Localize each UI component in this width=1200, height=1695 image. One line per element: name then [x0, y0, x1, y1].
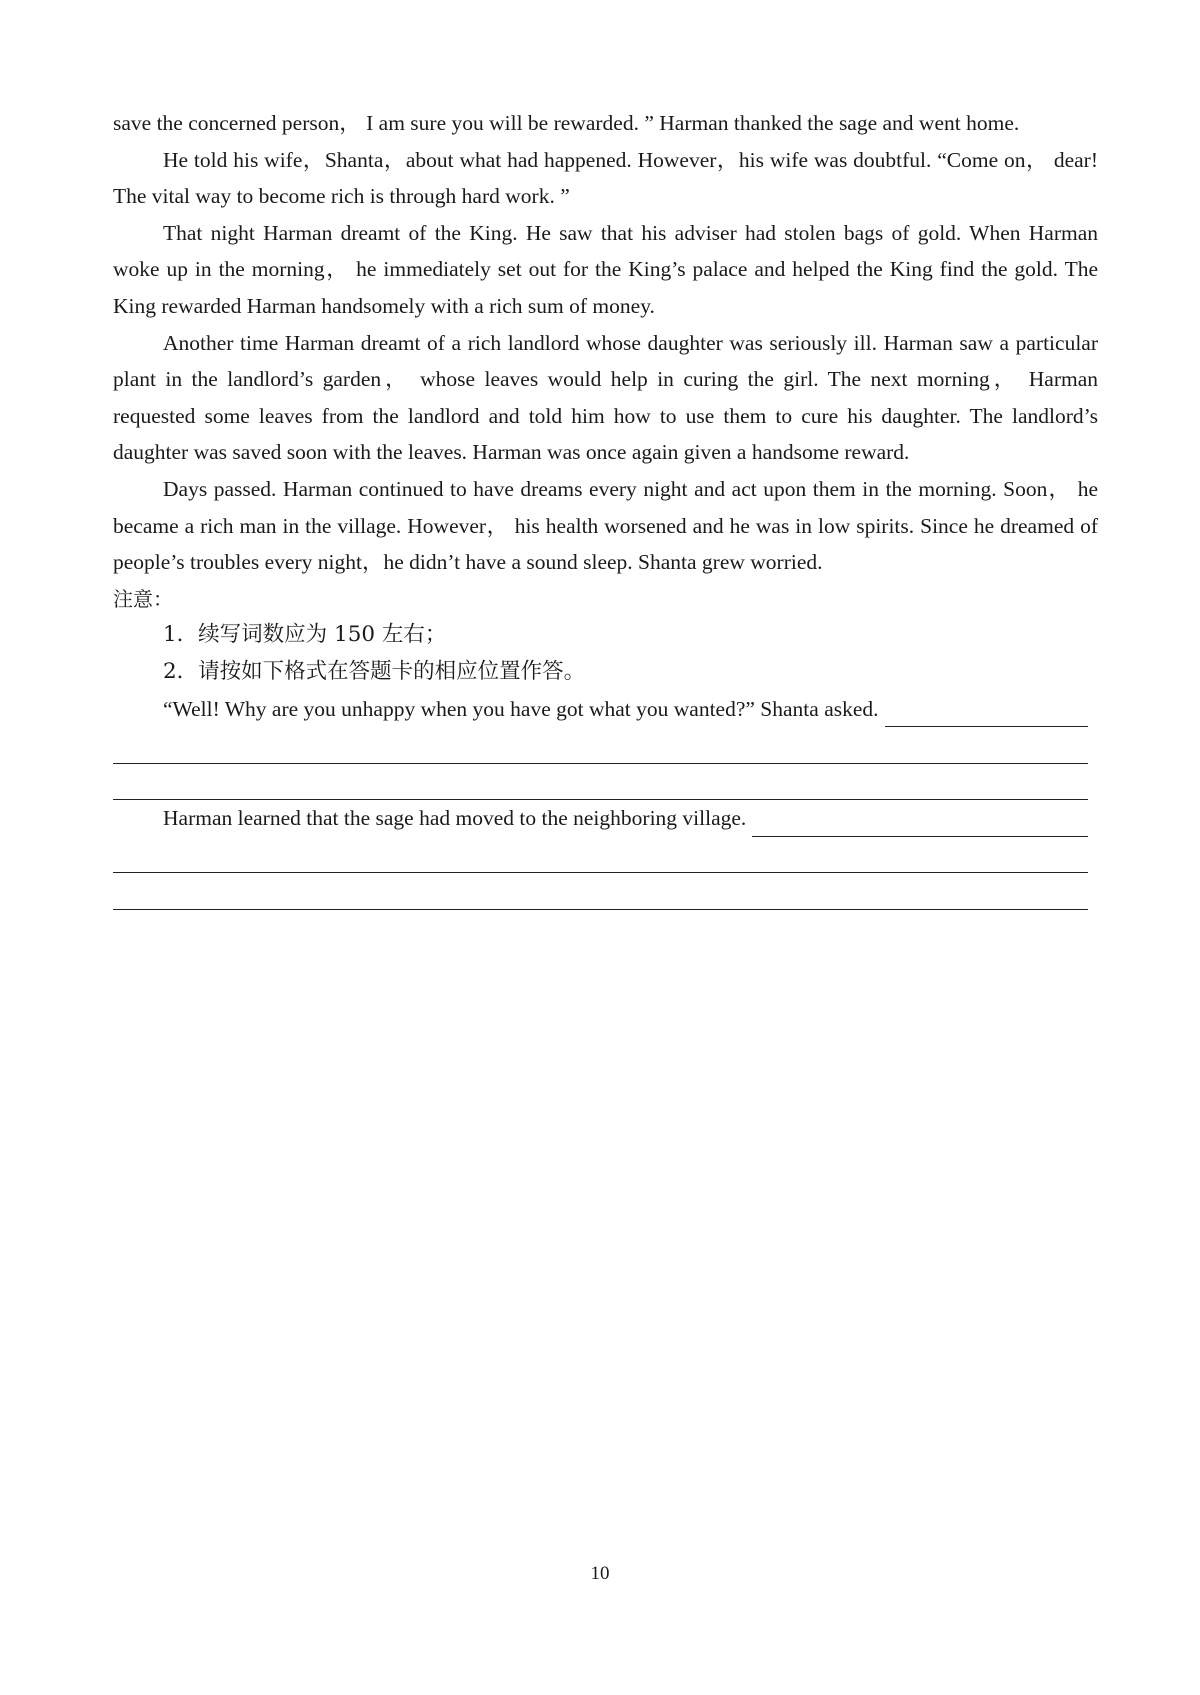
- answer-blank[interactable]: [885, 702, 1088, 727]
- answer-line[interactable]: [113, 764, 1088, 801]
- paragraph: That night Harman dreamt of the King. He saw that his adviser had stolen bags of gold. When Harman woke up in the morning， he immediately set out for the King’s palace and helped the King find the gold. The King rewarded Harman handsomely with a rich sum of money.: [113, 220, 1098, 318]
- answer-line[interactable]: [113, 873, 1088, 910]
- note-heading: 注意：: [113, 586, 173, 611]
- paragraph: He told his wife，Shanta，about what had happened. However，his wife was doubtful. “Come on， dear! The vital way to become rich is through hard work. ”: [113, 147, 1098, 209]
- answer-blank[interactable]: [752, 812, 1088, 837]
- answer-line[interactable]: [113, 837, 1088, 874]
- paragraph: save the concerned person， I am sure you will be rewarded. ” Harman thanked the sage and went home.: [113, 111, 1020, 135]
- continuation-prompt-1: [113, 691, 1098, 728]
- paragraph: Days passed. Harman continued to have dreams every night and act upon them in the morning. Soon， he became a rich man in the village. However， his health worsened and he was in low spirits. Since he dreamed of people’s troubles every night，he didn’t have a sound sleep. Shanta grew worried.: [113, 476, 1098, 575]
- note-item: 2．请按如下格式在答题卡的相应位置作答。: [163, 658, 586, 684]
- note-item: 1．续写词数应为 150 左右；: [163, 622, 447, 648]
- prompt-text: Harman learned that the sage had moved to the neighboring village.: [163, 806, 747, 831]
- document-body: [113, 105, 1098, 910]
- page-number: 10: [590, 1563, 610, 1584]
- continuation-prompt-2: [113, 800, 1098, 837]
- answer-line[interactable]: [113, 727, 1088, 764]
- paragraph: Another time Harman dreamt of a rich landlord whose daughter was seriously ill. Harman saw a particular plant in the landlord’s garden， whose leaves would help in curing the girl. The next morning， Harman requested some leaves from the landlord and told him how to use them to cure his daughter. The landlord’s daughter was saved soon with the leaves. Harman was once again given a handsome reward.: [113, 330, 1098, 465]
- prompt-text: “Well! Why are you unhappy when you have got what you wanted?” Shanta asked.: [163, 696, 879, 721]
